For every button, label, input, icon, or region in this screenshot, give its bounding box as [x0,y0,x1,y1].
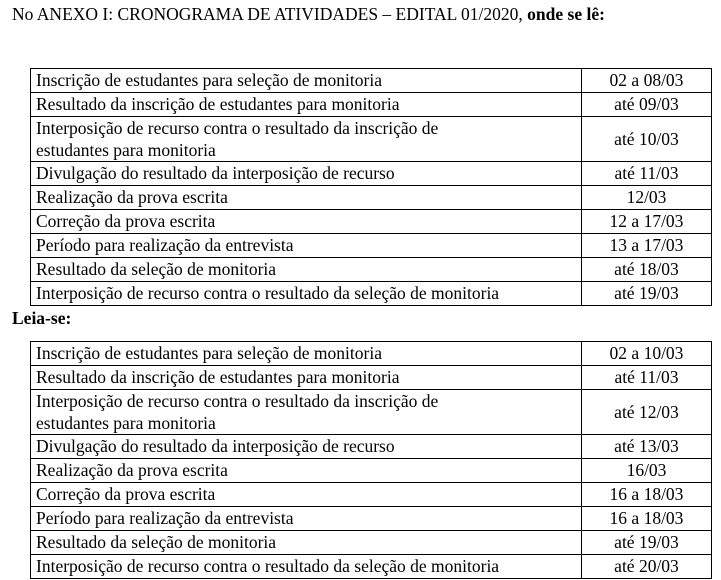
activity-cell: Resultado da seleção de monitoria [31,531,582,555]
activity-cell: Interposição de recurso contra o resultado da seleção de monitoria [31,282,582,306]
activity-line-2: estudantes para monitoria [36,140,216,160]
activity-cell: Realização da prova escrita [31,459,582,483]
date-cell: até 10/03 [582,117,712,162]
table-row [31,117,712,162]
activity-cell: Correção da prova escrita [31,483,582,507]
table-row [31,282,712,306]
activity-line-1: Interposição de recurso contra o resultado da inscrição de [36,391,439,411]
activity-cell: Período para realização da entrevista [31,234,582,258]
activity-line-2: estudantes para monitoria [36,413,216,433]
activity-cell: Correção da prova escrita [31,210,582,234]
table-row [31,93,712,117]
date-cell: até 09/03 [582,93,712,117]
date-cell: até 18/03 [582,258,712,282]
date-cell: 13 a 17/03 [582,234,712,258]
activity-cell: Resultado da inscrição de estudantes para monitoria [31,366,582,390]
table-row [31,162,712,186]
activity-line-1: Interposição de recurso contra o resultado da inscrição de [36,118,439,138]
date-cell: até 13/03 [582,435,712,459]
activity-cell: Realização da prova escrita [31,186,582,210]
date-cell: 02 a 08/03 [582,69,712,93]
schedule-table-corrected [30,341,712,579]
date-cell: 12/03 [582,186,712,210]
table-row [31,555,712,579]
date-cell: 12 a 17/03 [582,210,712,234]
activity-cell [31,390,582,435]
date-cell: 16 a 18/03 [582,483,712,507]
activity-cell: Interposição de recurso contra o resultado da seleção de monitoria [31,555,582,579]
table-row [31,258,712,282]
table-row [31,210,712,234]
date-cell: até 20/03 [582,555,712,579]
activity-cell: Inscrição de estudantes para seleção de monitoria [31,342,582,366]
table-row [31,483,712,507]
read-as-label: Leia-se: [12,308,72,328]
date-cell: 02 a 10/03 [582,342,712,366]
activity-cell: Divulgação do resultado da interposição de recurso [31,435,582,459]
heading-prefix: No ANEXO I: CRONOGRAMA DE ATIVIDADES – EDITAL 01/2020, [12,4,523,24]
heading-bold: onde se lê: [527,4,605,24]
table-row [31,531,712,555]
date-cell: até 11/03 [582,162,712,186]
table-row [31,366,712,390]
activity-cell: Inscrição de estudantes para seleção de monitoria [31,69,582,93]
activity-cell: Resultado da seleção de monitoria [31,258,582,282]
date-cell: até 11/03 [582,366,712,390]
date-cell: 16 a 18/03 [582,507,712,531]
date-cell: 16/03 [582,459,712,483]
date-cell: até 19/03 [582,531,712,555]
activity-cell: Divulgação do resultado da interposição de recurso [31,162,582,186]
table-row [31,186,712,210]
table-row [31,507,712,531]
date-cell: até 12/03 [582,390,712,435]
date-cell: até 19/03 [582,282,712,306]
table-row [31,234,712,258]
table-row [31,390,712,435]
table-row [31,435,712,459]
table-row [31,69,712,93]
table-row [31,459,712,483]
activity-cell: Período para realização da entrevista [31,507,582,531]
document-heading [12,2,605,26]
schedule-table-original [30,68,712,306]
activity-cell: Resultado da inscrição de estudantes para monitoria [31,93,582,117]
table-row [31,342,712,366]
activity-cell [31,117,582,162]
